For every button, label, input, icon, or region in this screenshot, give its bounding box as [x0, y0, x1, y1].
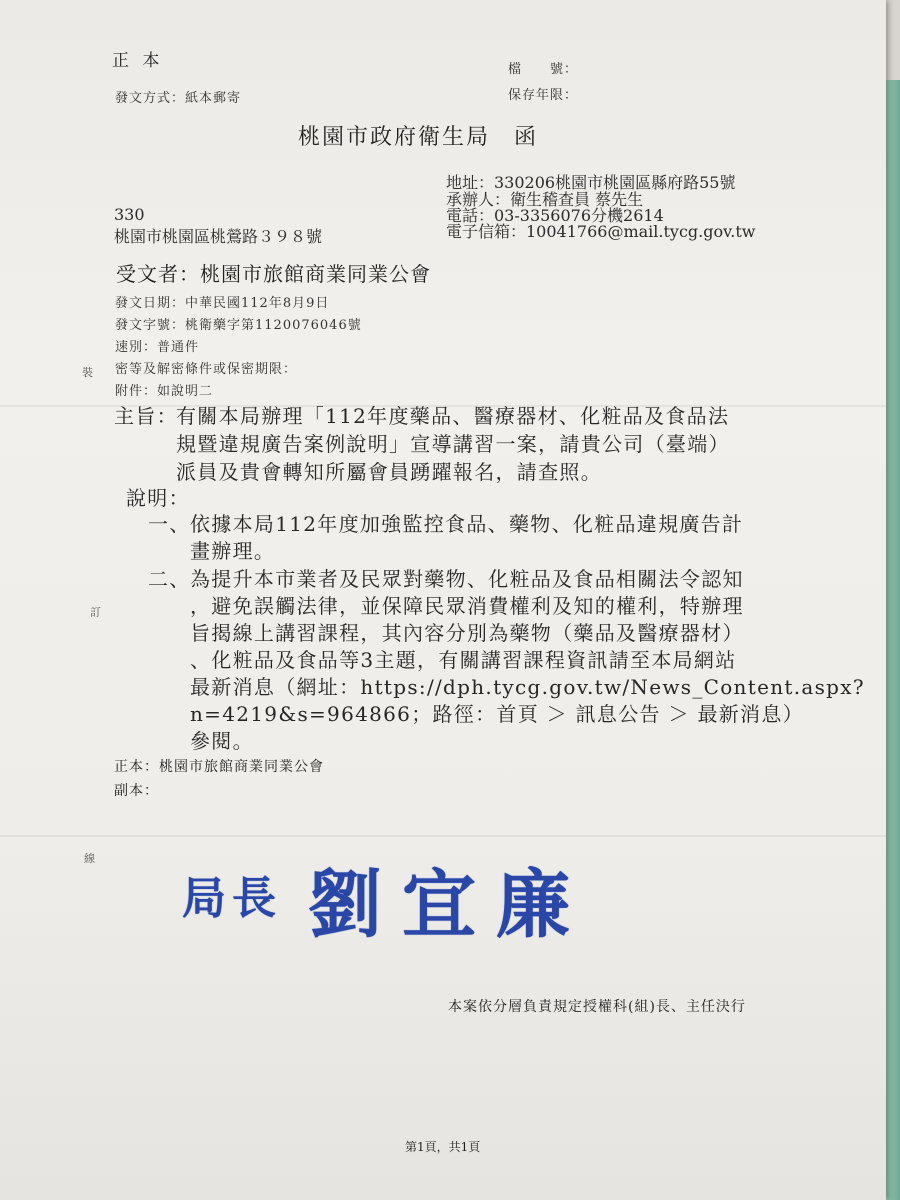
page-number: 第1頁，共1頁	[405, 1140, 481, 1154]
copy-type: 正 本	[112, 51, 164, 71]
explanation-item-1-line-1: 依據本局112年度加強監控食品、藥物、化粧品違規廣告計	[190, 512, 744, 536]
subject-label: 主旨：	[114, 404, 178, 428]
explanation-item-2-line-4: 、化粧品及食品等3主題，有關講習課程資訊請至本局網站	[190, 648, 737, 672]
delegation-note: 本案依分層負責規定授權科(組)長、主任決行	[448, 999, 746, 1015]
retention-label: 保存年限：	[508, 88, 579, 103]
sender-contact: 承辦人：衛生稽查員 蔡先生	[446, 190, 644, 209]
subject-line-3: 派員及貴會轉知所屬會員踴躍報名，請查照。	[176, 460, 602, 484]
recipient-street-address: 桃園市桃園區桃鶯路３９８號	[114, 227, 323, 246]
explanation-item-2-line-5: 最新消息（網址：https://dph.tycg.gov.tw/News_Content.aspx?	[190, 675, 865, 699]
explanation-item-1-number: 一、	[148, 512, 191, 536]
distribution-original: 正本：桃園市旅館商業同業公會	[114, 759, 324, 775]
sender-address: 地址：330206桃園市桃園區縣府路55號	[446, 173, 736, 192]
margin-mark-ding: 訂	[90, 606, 101, 619]
margin-mark-zhuang: 裝	[82, 366, 93, 379]
explanation-item-2-line-7: 參閱。	[190, 729, 254, 753]
explanation-label: 說明：	[126, 486, 190, 510]
signature-title-stamp: 局長	[182, 873, 282, 924]
document-title: 桃園市政府衛生局 函	[298, 125, 539, 150]
signature-name-stamp: 劉宜廉	[308, 862, 590, 948]
distribution-copy: 副本：	[114, 783, 159, 799]
sender-phone: 電話：03-3356076分機2614	[446, 206, 664, 225]
recipient: 受文者：桃園市旅館商業同業公會	[116, 262, 431, 286]
explanation-item-1-line-2: 畫辦理。	[190, 539, 276, 563]
explanation-item-2-line-1: 為提升本市業者及民眾對藥物、化粧品及食品相關法令認知	[190, 567, 744, 591]
delivery-method: 發文方式：紙本郵寄	[115, 91, 242, 106]
explanation-item-2-line-2: ，避免誤觸法律，並保障民眾消費權利及知的權利，特辦理	[190, 594, 744, 618]
explanation-item-2-line-6: n=4219&s=964866；路徑：首頁 ＞ 訊息公告 ＞ 最新消息）	[190, 702, 804, 726]
subject-line-2: 規暨違規廣告案例說明」宣導講習一案，請貴公司（臺端）	[176, 432, 730, 456]
document-number: 發文字號：桃衛藥字第1120076046號	[115, 318, 362, 333]
speed-category: 速別：普通件	[115, 340, 200, 355]
postal-code: 330	[114, 205, 145, 224]
issue-date: 發文日期：中華民國112年8月9日	[115, 296, 330, 311]
subject-line-1: 有關本局辦理「112年度藥品、醫療器材、化粧品及食品法	[176, 404, 730, 428]
margin-mark-xian: 線	[84, 852, 95, 865]
sender-email: 電子信箱：10041766@mail.tycg.gov.tw	[446, 222, 756, 241]
explanation-item-2-number: 二、	[148, 567, 191, 591]
security-level: 密等及解密條件或保密期限：	[115, 362, 298, 377]
fold-line-2	[0, 835, 886, 837]
archive-number-label: 檔 號：	[508, 62, 579, 77]
attachment: 附件：如說明二	[115, 384, 214, 399]
explanation-item-2-line-3: 旨揭線上講習課程，其內容分別為藥物（藥品及醫療器材）	[190, 621, 744, 645]
